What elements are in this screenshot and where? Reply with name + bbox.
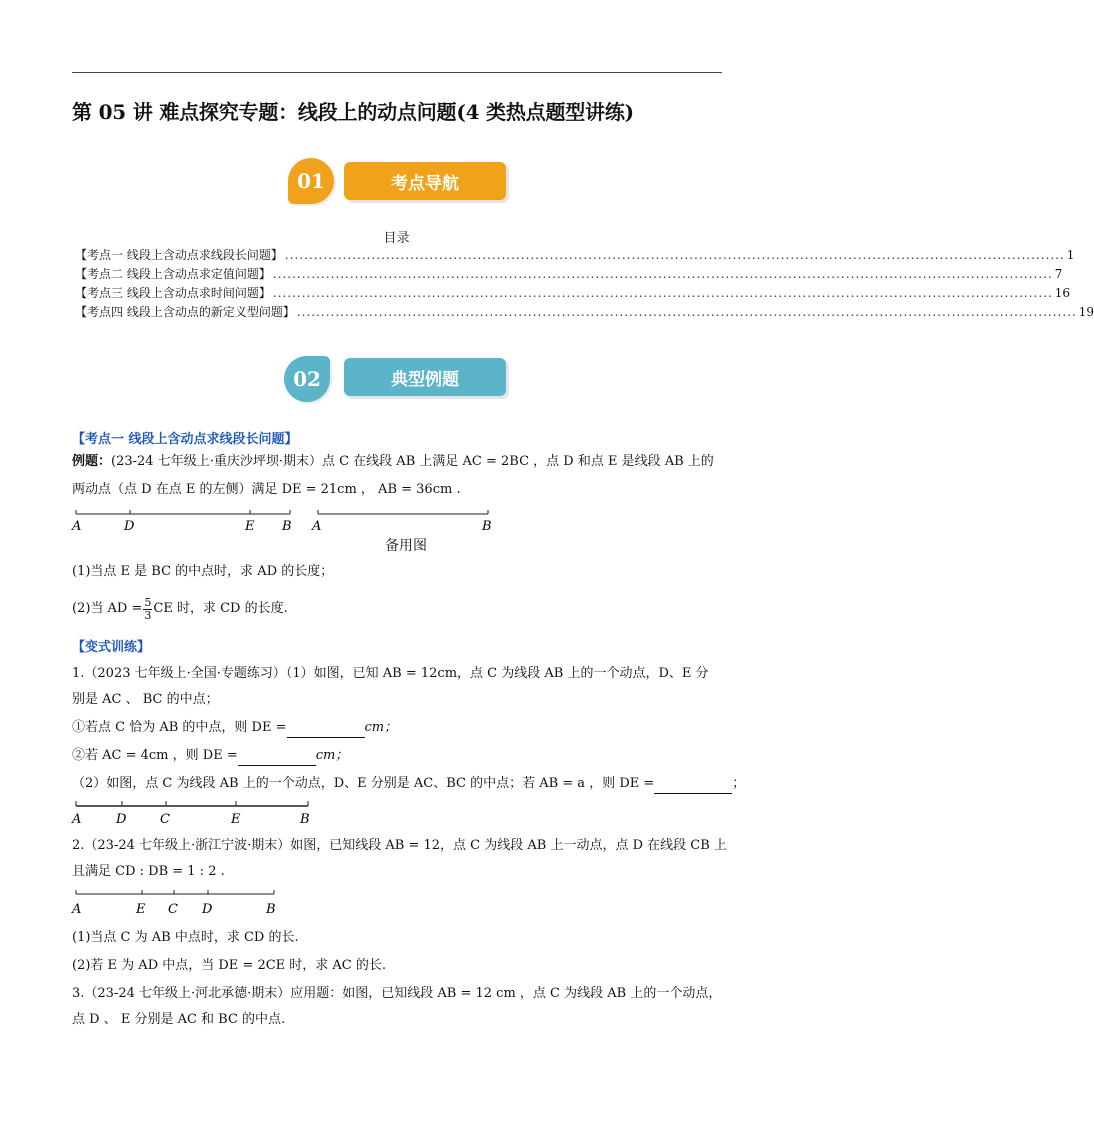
problem-2-line-1: 2.（23-24 七年级上·浙江宁波·期末）如图，已知线段 AB = 12，点 C 为线段 AB 上一动点，点 D 在线段 CB 上: [72, 838, 727, 853]
figure-segment-AECDB: [70, 888, 290, 918]
badge-examples-label: 典型例题: [391, 369, 459, 390]
toc-item-label: 【考点一 线段上含动点求线段长问题】: [75, 248, 283, 262]
badge-navigation: [288, 158, 513, 208]
toc-item-label: 【考点三 线段上含动点求时间问题】: [75, 286, 271, 300]
point-label: B: [300, 812, 310, 827]
point-label: D: [124, 519, 135, 534]
section-heading: 【考点一 线段上含动点求线段长问题】: [72, 432, 298, 447]
figure-segment-AB-spare: [310, 506, 500, 534]
problem-2-question-2: (2)若 E 为 AD 中点，当 DE = 2CE 时，求 AC 的长.: [72, 958, 387, 973]
problem-3-line-2: 点 D 、 E 分别是 AC 和 BC 的中点.: [72, 1012, 286, 1027]
point-label: B: [482, 519, 492, 534]
fraction: $\frac{5}{3}$: [144, 595, 152, 622]
toc-item-page: 19: [1078, 305, 1094, 319]
figure-segment-ADCEB: [70, 798, 320, 828]
problem-1-line-2: 别是 AC 、 BC 的中点；: [72, 692, 219, 707]
problem-2-line-2: 且满足 CD : DB = 1 : 2 .: [72, 864, 225, 879]
figure-segment-ADEB: [70, 506, 300, 534]
problem-1-part-2: （2）如图，点 C 为线段 AB 上的一个动点，D、E 分别是 AC、BC 的中点；若 AB = a ，则 DE = ；: [72, 774, 745, 794]
point-label: D: [202, 902, 213, 917]
point-label: E: [231, 812, 241, 827]
badge-navigation-label: 考点导航: [391, 173, 459, 194]
figure-caption: 备用图: [385, 538, 427, 554]
variant-heading: 【变式训练】: [72, 640, 151, 655]
page-title: 第 05 讲 难点探究专题：线段上的动点问题(4 类热点题型讲练): [72, 100, 634, 124]
toc-dots: ..................................................................................................................................................................: [272, 286, 1053, 300]
point-label: A: [72, 902, 82, 917]
toc-title: 目录: [383, 231, 410, 246]
toc-item-label: 【考点四 线段上含动点的新定义型问题】: [75, 305, 295, 319]
toc-dots: ..................................................................................................................................................................: [296, 305, 1077, 319]
toc-item[interactable]: [75, 303, 1094, 320]
toc-dots: ..................................................................................................................................................................: [284, 248, 1065, 262]
toc-item-page: 16: [1054, 286, 1071, 300]
point-label: B: [282, 519, 292, 534]
answer-blank[interactable]: [238, 751, 316, 766]
point-label: A: [312, 519, 322, 534]
badge-examples: [284, 354, 509, 404]
point-label: C: [160, 812, 170, 827]
badge-examples-bar: [344, 358, 506, 396]
point-label: C: [168, 902, 178, 917]
toc-item[interactable]: [75, 265, 1063, 282]
example-text: (23-24 七年级上·重庆沙坪坝·期末）点 C 在线段 AB 上满足 AC = 2BC ，点 D 和点 E 是线段 AB 上的: [111, 454, 714, 469]
toc-item[interactable]: [75, 284, 1071, 301]
answer-blank[interactable]: [287, 723, 365, 738]
problem-1-line-1: 1.（2023 七年级上·全国·专题练习）（1）如图，已知 AB = 12cm，点 C 为线段 AB 上的一个动点，D、E 分: [72, 666, 709, 681]
problem-2-question-1: (1)当点 C 为 AB 中点时，求 CD 的长.: [72, 930, 299, 945]
point-label: E: [245, 519, 255, 534]
point-label: A: [72, 812, 82, 827]
toc-item-label: 【考点二 线段上含动点求定值问题】: [75, 267, 271, 281]
badge-examples-number: 02: [284, 356, 330, 402]
point-label: B: [266, 902, 276, 917]
question-1: (1)当点 E 是 BC 的中点时，求 AD 的长度；: [72, 564, 334, 579]
example-line-2: 两动点（点 D 在点 E 的左侧）满足 DE = 21cm ， AB = 36cm .: [72, 482, 461, 497]
toc-item[interactable]: [75, 246, 1075, 263]
problem-1-part-a: ①若点 C 恰为 AB 的中点，则 DE = cm；: [72, 718, 397, 738]
point-label: A: [72, 519, 82, 534]
question-2: (2)当 AD = $\frac{5}{3}$ CE 时，求 CD 的长度.: [72, 595, 288, 622]
toc-item-page: 1: [1066, 248, 1075, 262]
example-line-1: [72, 452, 714, 472]
badge-navigation-number: 01: [288, 158, 334, 204]
badge-navigation-bar: [344, 162, 506, 200]
problem-1-part-b: ②若 AC = 4cm ，则 DE = cm；: [72, 746, 348, 766]
toc-item-page: 7: [1054, 267, 1063, 281]
point-label: E: [136, 902, 146, 917]
problem-3-line-1: 3.（23-24 七年级上·河北承德·期末）应用题：如图，已知线段 AB = 12 cm ，点 C 为线段 AB 上的一个动点，: [72, 986, 722, 1001]
example-prefix: 例题：: [72, 454, 112, 469]
answer-blank[interactable]: [654, 779, 732, 794]
toc-dots: ..................................................................................................................................................................: [272, 267, 1053, 281]
header-rule: [72, 72, 722, 73]
point-label: D: [116, 812, 127, 827]
